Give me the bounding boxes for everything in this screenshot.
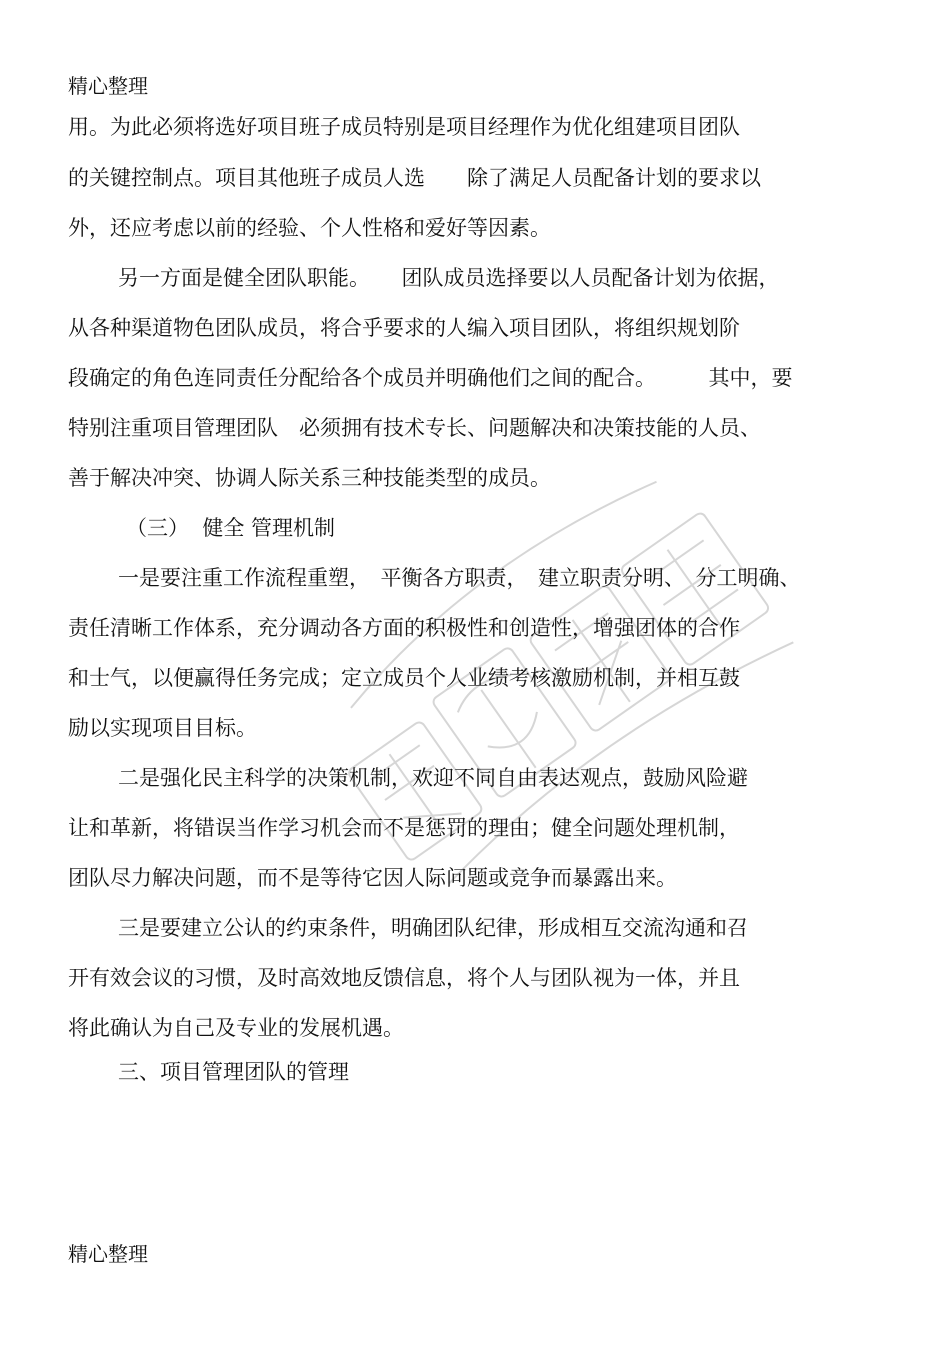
paragraph-line: 外，还应考虑以前的经验、个人性格和爱好等因素。 — [68, 216, 551, 240]
paragraph-line: 二是强化民主科学的决策机制，欢迎不同自由表达观点，鼓励风险避 — [118, 766, 748, 790]
page-footer: 精心整理 — [68, 1242, 148, 1266]
paragraph-line: 责任清晰工作体系，充分调动各方面的积极性和创造性，增强团体的合作 — [68, 616, 740, 640]
paragraph-line: 团队尽力解决问题，而不是等待它因人际问题或竞争而暴露出来。 — [68, 866, 677, 890]
paragraph-line: 一是要注重工作流程重塑， 平衡各方职责， 建立职责分明、 分工明确、 — [118, 566, 801, 590]
paragraph-line: 和士气，以便赢得任务完成；定立成员个人业绩考核激励机制，并相互鼓 — [68, 666, 740, 690]
paragraph-line: 三是要建立公认的约束条件，明确团队纪律，形成相互交流沟通和召 — [118, 916, 748, 940]
section-heading: 三、项目管理团队的管理 — [118, 1060, 349, 1084]
section-heading: （三） 健全 管理机制 — [126, 516, 336, 540]
paragraph-line: 另一方面是健全团队职能。 团队成员选择要以人员配备计划为依据， — [118, 266, 780, 290]
paragraph-line: 将此确认为自己及专业的发展机遇。 — [68, 1016, 404, 1040]
page-header: 精心整理 — [68, 74, 148, 98]
paragraph-line: 善于解决冲突、协调人际关系三种技能类型的成员。 — [68, 466, 551, 490]
paragraph-line: 从各种渠道物色团队成员，将合乎要求的人编入项目团队，将组织规划阶 — [68, 316, 740, 340]
paragraph-line: 让和革新，将错误当作学习机会而不是惩罚的理由；健全问题处理机制， — [68, 816, 740, 840]
paragraph-line: 特别注重项目管理团队 必须拥有技术专长、问题解决和决策技能的人员、 — [68, 416, 761, 440]
paragraph-line: 的关键控制点。项目其他班子成员人选 除了满足人员配备计划的要求以 — [68, 166, 761, 190]
paragraph-line: 励以实现项目目标。 — [68, 716, 257, 740]
paragraph-line: 开有效会议的习惯，及时高效地反馈信息，将个人与团队视为一体，并且 — [68, 966, 740, 990]
paragraph-line: 用。为此必须将选好项目班子成员特别是项目经理作为优化组建项目团队 — [68, 115, 740, 139]
paragraph-line: 段确定的角色连同责任分配给各个成员并明确他们之间的配合。 其中，要 — [68, 366, 793, 390]
